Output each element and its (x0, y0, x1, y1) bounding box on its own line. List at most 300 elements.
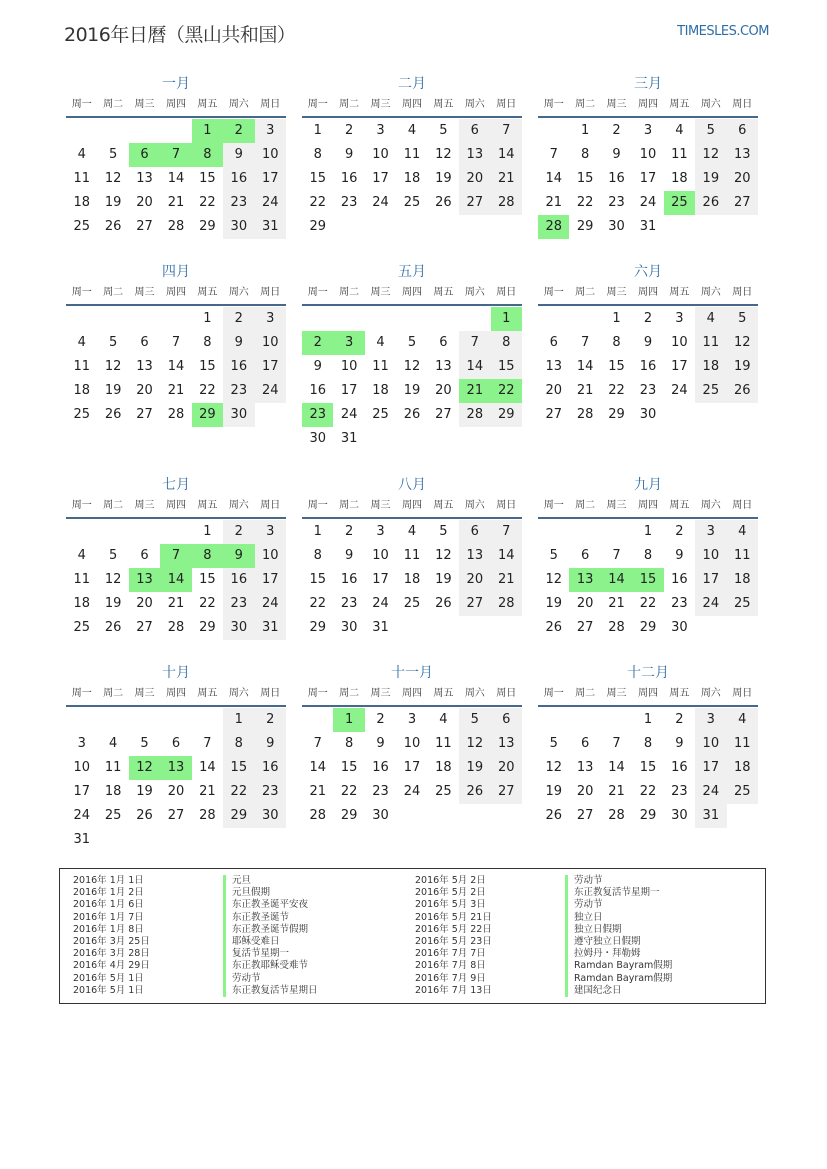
day-cell: 10 (695, 732, 726, 756)
day-cell: 16 (223, 568, 254, 592)
weekday-label: 周五 (197, 99, 218, 110)
day-cell: 24 (73, 808, 90, 823)
day-cell: 14 (491, 544, 522, 568)
holiday-legend-row (415, 935, 641, 948)
day-cell: 8 (313, 147, 322, 162)
holiday-day-cell: 9 (223, 544, 254, 568)
weekday-label: 周四 (401, 99, 422, 110)
day-cell: 30 (639, 407, 657, 422)
day-cell: 8 (491, 331, 522, 355)
weekday-label: 周日 (732, 500, 753, 511)
empty-day-cell (396, 307, 427, 331)
holiday-legend-row (73, 984, 318, 997)
day-cell: 19 (136, 784, 153, 799)
day-cell: 4 (727, 520, 758, 544)
day-cell: 11 (727, 544, 758, 568)
day-cell: 10 (671, 335, 688, 350)
month-calendar (66, 74, 286, 239)
day-cell: 16 (223, 355, 254, 379)
weekday-label: 周日 (260, 688, 281, 699)
holiday-name: 遵守独立日假期 (565, 936, 641, 948)
holiday-legend-row (73, 911, 290, 924)
day-cell: 20 (576, 596, 594, 611)
holiday-day-cell: 23 (302, 403, 333, 427)
day-cell: 1 (313, 123, 322, 138)
day-cell: 21 (576, 383, 594, 398)
day-cell: 25 (104, 808, 122, 823)
day-cell: 10 (255, 331, 286, 355)
day-cell: 13 (136, 171, 153, 186)
day-cell: 28 (309, 808, 326, 823)
month-name: 三月 (634, 76, 662, 92)
weekday-label: 周五 (669, 500, 690, 511)
day-cell: 29 (639, 620, 657, 635)
day-cell: 24 (695, 780, 726, 804)
day-cell: 22 (576, 195, 594, 210)
day-cell: 17 (695, 568, 726, 592)
day-cell: 4 (675, 123, 684, 138)
day-cell: 6 (140, 335, 149, 350)
holiday-name: Ramdan Bayram假期 (565, 960, 672, 972)
day-cell: 23 (671, 596, 688, 611)
weekday-label: 周五 (433, 500, 454, 511)
holiday-day-cell: 1 (192, 119, 223, 143)
day-cell: 11 (403, 548, 421, 563)
weekday-label: 周三 (606, 287, 627, 298)
weekday-label: 周三 (606, 99, 627, 110)
empty-day-cell (129, 307, 160, 331)
day-cell: 27 (491, 780, 522, 804)
day-cell: 29 (199, 219, 216, 234)
month-calendar (302, 475, 522, 640)
holiday-date: 2016年 3月 25日 (73, 935, 150, 947)
weekday-label: 周三 (370, 688, 391, 699)
day-cell: 14 (199, 760, 216, 775)
holiday-legend-row (73, 923, 309, 936)
month-name: 五月 (398, 264, 426, 280)
month-name: 七月 (162, 477, 190, 493)
day-cell: 7 (580, 335, 590, 350)
weekday-label: 周二 (339, 99, 360, 110)
day-cell: 2 (223, 520, 254, 544)
weekday-label: 周六 (464, 99, 485, 110)
empty-day-cell (569, 307, 600, 331)
weekday-label: 周五 (433, 688, 454, 699)
day-cell: 25 (73, 219, 90, 234)
day-cell: 3 (643, 123, 653, 138)
day-cell: 9 (675, 736, 684, 751)
day-cell: 18 (73, 596, 90, 611)
day-cell: 4 (439, 712, 448, 727)
day-cell: 31 (255, 215, 286, 239)
weekday-label: 周一 (307, 287, 328, 298)
day-cell: 27 (727, 191, 758, 215)
day-cell: 28 (167, 620, 185, 635)
weekday-label: 周六 (228, 500, 249, 511)
day-cell: 16 (340, 171, 358, 186)
holiday-name: Ramdan Bayram假期 (565, 973, 672, 985)
day-cell: 14 (608, 760, 625, 775)
day-cell: 26 (435, 596, 452, 611)
day-cell: 7 (491, 520, 522, 544)
empty-day-cell (538, 520, 569, 544)
weekday-label: 周六 (464, 688, 485, 699)
day-cell: 30 (671, 620, 688, 635)
weekday-label: 周四 (637, 287, 658, 298)
day-cell: 13 (576, 760, 594, 775)
day-cell: 24 (340, 407, 358, 422)
day-cell: 30 (372, 808, 389, 823)
holiday-legend-column-left (73, 875, 318, 997)
weekday-label: 周二 (103, 287, 124, 298)
day-cell: 18 (73, 195, 90, 210)
day-cell: 1 (643, 524, 653, 539)
day-cell: 24 (671, 383, 688, 398)
day-cell: 4 (407, 123, 417, 138)
day-cell: 26 (104, 219, 122, 234)
day-cell: 16 (608, 171, 625, 186)
day-cell: 3 (376, 123, 385, 138)
day-cell: 11 (403, 147, 421, 162)
day-cell: 20 (136, 383, 153, 398)
holiday-date: 2016年 7月 7日 (415, 948, 486, 960)
weekday-header (302, 683, 522, 707)
day-cell: 12 (435, 147, 452, 162)
weekday-header (302, 94, 522, 118)
day-cell: 30 (223, 403, 254, 427)
weekday-label: 周日 (496, 500, 517, 511)
day-cell: 28 (608, 808, 625, 823)
holiday-legend-row (415, 899, 603, 911)
day-cell: 29 (491, 403, 522, 427)
day-cell: 25 (727, 780, 758, 804)
holiday-day-cell: 2 (223, 119, 254, 143)
empty-day-cell (66, 119, 97, 143)
weekday-label: 周六 (228, 99, 249, 110)
day-cell: 11 (73, 171, 90, 186)
day-cell: 19 (104, 383, 122, 398)
month-calendar (302, 74, 522, 239)
day-cell: 16 (255, 756, 286, 780)
day-cell: 5 (439, 123, 448, 138)
day-cell: 20 (459, 167, 490, 191)
day-cell: 5 (727, 307, 758, 331)
day-cell: 1 (203, 311, 212, 326)
holiday-day-cell: 1 (491, 307, 522, 331)
day-cell: 19 (435, 171, 452, 186)
day-cell: 5 (549, 736, 558, 751)
day-cell: 11 (372, 359, 389, 374)
empty-day-cell (129, 119, 160, 143)
weekday-label: 周一 (71, 500, 92, 511)
day-cell: 7 (612, 548, 621, 563)
holiday-name: 劳动节 (565, 899, 603, 911)
day-cell: 31 (695, 804, 726, 828)
day-cell: 25 (73, 407, 90, 422)
holiday-legend-row (73, 960, 309, 972)
holiday-name: 东正教圣诞节假期 (223, 924, 308, 936)
day-cell: 24 (255, 191, 286, 215)
day-cell: 3 (407, 712, 417, 727)
weekday-label: 周日 (732, 99, 753, 110)
empty-day-cell (302, 708, 333, 732)
day-cell: 27 (459, 592, 490, 616)
day-cell: 19 (104, 195, 122, 210)
holiday-day-cell: 25 (664, 191, 695, 215)
day-cell: 25 (435, 784, 452, 799)
day-cell: 17 (73, 784, 90, 799)
day-cell: 14 (309, 760, 326, 775)
weekday-label: 周二 (575, 99, 596, 110)
holiday-date: 2016年 5月 2日 (415, 875, 486, 886)
day-cell: 31 (372, 620, 389, 635)
weekday-label: 周六 (700, 688, 721, 699)
day-cell: 12 (695, 143, 726, 167)
day-cell: 16 (639, 359, 657, 374)
day-cell: 8 (643, 736, 653, 751)
day-cell: 24 (639, 195, 657, 210)
weekday-label: 周五 (197, 688, 218, 699)
month-calendar (302, 262, 522, 451)
day-cell: 26 (545, 808, 562, 823)
holiday-name: 元旦 (223, 875, 251, 887)
holiday-date: 2016年 1月 6日 (73, 899, 144, 911)
holiday-day-cell: 1 (333, 708, 364, 732)
weekday-label: 周日 (496, 287, 517, 298)
weekday-label: 周一 (543, 500, 564, 511)
day-cell: 23 (255, 780, 286, 804)
month-calendar (538, 74, 758, 239)
holiday-legend-row (415, 948, 641, 960)
day-cell: 29 (340, 808, 358, 823)
day-cell: 19 (104, 596, 122, 611)
weekday-label: 周三 (606, 500, 627, 511)
day-grid (538, 707, 758, 828)
month-name: 八月 (398, 477, 426, 493)
day-cell: 30 (309, 431, 326, 446)
day-cell: 1 (643, 712, 653, 727)
day-cell: 9 (223, 143, 254, 167)
day-cell: 15 (223, 756, 254, 780)
weekday-header (538, 683, 758, 707)
day-cell: 15 (639, 760, 657, 775)
weekday-label: 周日 (260, 99, 281, 110)
empty-day-cell (129, 520, 160, 544)
day-cell: 13 (459, 143, 490, 167)
holiday-day-cell: 13 (569, 568, 600, 592)
day-cell: 8 (580, 147, 590, 162)
day-cell: 30 (608, 219, 625, 234)
day-cell: 2 (344, 524, 354, 539)
holiday-date: 2016年 1月 7日 (73, 911, 144, 923)
day-cell: 8 (612, 335, 621, 350)
weekday-label: 周一 (543, 287, 564, 298)
holiday-legend-row (73, 972, 261, 985)
brand-logo-text[interactable]: TIMESLES.COM (677, 24, 769, 39)
day-cell: 18 (671, 171, 688, 186)
day-cell: 22 (199, 596, 216, 611)
day-cell: 20 (727, 167, 758, 191)
holiday-name: 元旦假期 (223, 887, 270, 899)
empty-day-cell (66, 307, 97, 331)
day-cell: 27 (136, 407, 153, 422)
day-cell: 16 (223, 167, 254, 191)
weekday-label: 周四 (637, 688, 658, 699)
day-cell: 20 (435, 383, 452, 398)
month-name: 十一月 (391, 665, 433, 681)
day-cell: 10 (340, 359, 358, 374)
weekday-label: 周二 (103, 500, 124, 511)
day-cell: 30 (671, 808, 688, 823)
weekday-label: 周日 (732, 688, 753, 699)
day-cell: 9 (675, 548, 684, 563)
weekday-header (66, 683, 286, 707)
day-cell: 2 (376, 712, 385, 727)
empty-day-cell (97, 520, 128, 544)
weekday-label: 周五 (197, 500, 218, 511)
day-cell: 2 (255, 708, 286, 732)
day-cell: 15 (199, 572, 216, 587)
day-cell: 22 (199, 195, 216, 210)
day-cell: 13 (491, 732, 522, 756)
day-cell: 26 (403, 407, 421, 422)
day-cell: 27 (435, 407, 452, 422)
day-cell: 2 (643, 311, 653, 326)
day-cell: 11 (73, 359, 90, 374)
day-cell: 21 (608, 596, 625, 611)
day-cell: 23 (340, 596, 358, 611)
day-cell: 29 (576, 219, 594, 234)
day-cell: 15 (199, 171, 216, 186)
day-cell: 31 (340, 431, 358, 446)
day-cell: 15 (309, 171, 326, 186)
day-cell: 9 (612, 147, 621, 162)
day-cell: 4 (77, 335, 86, 350)
empty-day-cell (66, 520, 97, 544)
holiday-name: 独立日假期 (565, 924, 622, 936)
holiday-day-cell: 13 (160, 756, 191, 780)
weekday-label: 周六 (700, 99, 721, 110)
day-cell: 19 (727, 355, 758, 379)
day-cell: 6 (491, 708, 522, 732)
day-cell: 17 (639, 171, 657, 186)
holiday-date: 2016年 5月 1日 (73, 972, 144, 984)
day-cell: 22 (639, 784, 657, 799)
holiday-name: 东正教圣诞节 (223, 912, 289, 924)
day-cell: 4 (376, 335, 385, 350)
holiday-date: 2016年 5月 1日 (73, 984, 144, 996)
day-cell: 17 (671, 359, 688, 374)
holiday-day-cell: 13 (129, 568, 160, 592)
day-cell: 22 (199, 383, 216, 398)
day-cell: 7 (171, 335, 181, 350)
day-cell: 1 (612, 311, 621, 326)
day-cell: 12 (403, 359, 421, 374)
day-cell: 18 (73, 383, 90, 398)
holiday-day-cell: 12 (129, 756, 160, 780)
empty-day-cell (538, 708, 569, 732)
weekday-label: 周三 (370, 99, 391, 110)
day-cell: 22 (309, 195, 326, 210)
day-cell: 3 (695, 708, 726, 732)
day-cell: 30 (223, 616, 254, 640)
month-name: 九月 (634, 477, 662, 493)
day-cell: 11 (727, 732, 758, 756)
day-cell: 27 (136, 219, 153, 234)
holiday-legend-row (415, 972, 673, 985)
weekday-label: 周三 (134, 500, 155, 511)
day-cell: 12 (545, 572, 562, 587)
day-cell: 17 (695, 756, 726, 780)
day-cell: 14 (491, 143, 522, 167)
day-cell: 6 (459, 119, 490, 143)
empty-day-cell (569, 520, 600, 544)
day-cell: 12 (104, 572, 122, 587)
day-cell: 2 (675, 712, 684, 727)
day-cell: 5 (108, 147, 118, 162)
day-cell: 19 (545, 784, 562, 799)
weekday-label: 周二 (103, 99, 124, 110)
day-cell: 21 (309, 784, 326, 799)
holiday-date: 2016年 7月 8日 (415, 960, 486, 972)
day-cell: 21 (167, 596, 185, 611)
day-cell: 10 (372, 548, 389, 563)
weekday-label: 周日 (496, 688, 517, 699)
holiday-legend-row (73, 887, 271, 899)
day-cell: 26 (104, 620, 122, 635)
month-calendar (302, 663, 522, 828)
day-cell: 19 (545, 596, 562, 611)
weekday-label: 周五 (197, 287, 218, 298)
day-cell: 28 (608, 620, 625, 635)
month-name: 六月 (634, 264, 662, 280)
day-cell: 14 (545, 171, 562, 186)
day-cell: 22 (309, 596, 326, 611)
day-cell: 4 (108, 736, 118, 751)
empty-day-cell (601, 520, 632, 544)
holiday-name: 东正教圣诞平安夜 (223, 899, 308, 911)
day-cell: 30 (340, 620, 358, 635)
weekday-label: 周二 (339, 287, 360, 298)
day-cell: 15 (608, 359, 625, 374)
day-cell: 25 (403, 195, 421, 210)
empty-day-cell (160, 520, 191, 544)
weekday-header (66, 495, 286, 519)
holiday-date: 2016年 7月 13日 (415, 984, 492, 996)
day-cell: 6 (727, 119, 758, 143)
day-cell: 23 (340, 195, 358, 210)
holiday-day-cell: 3 (333, 331, 364, 355)
day-cell: 1 (580, 123, 590, 138)
day-cell: 28 (491, 191, 522, 215)
empty-day-cell (302, 307, 333, 331)
holiday-day-cell: 28 (538, 215, 569, 239)
day-grid (302, 118, 522, 239)
day-cell: 3 (376, 524, 385, 539)
empty-day-cell (333, 307, 364, 331)
month-name: 四月 (162, 264, 190, 280)
day-cell: 5 (439, 524, 448, 539)
day-cell: 7 (203, 736, 212, 751)
weekday-label: 周四 (401, 688, 422, 699)
weekday-label: 周四 (165, 99, 186, 110)
day-cell: 3 (695, 520, 726, 544)
day-cell: 5 (695, 119, 726, 143)
day-cell: 10 (695, 544, 726, 568)
day-cell: 25 (727, 592, 758, 616)
weekday-label: 周三 (370, 287, 391, 298)
day-cell: 14 (576, 359, 594, 374)
